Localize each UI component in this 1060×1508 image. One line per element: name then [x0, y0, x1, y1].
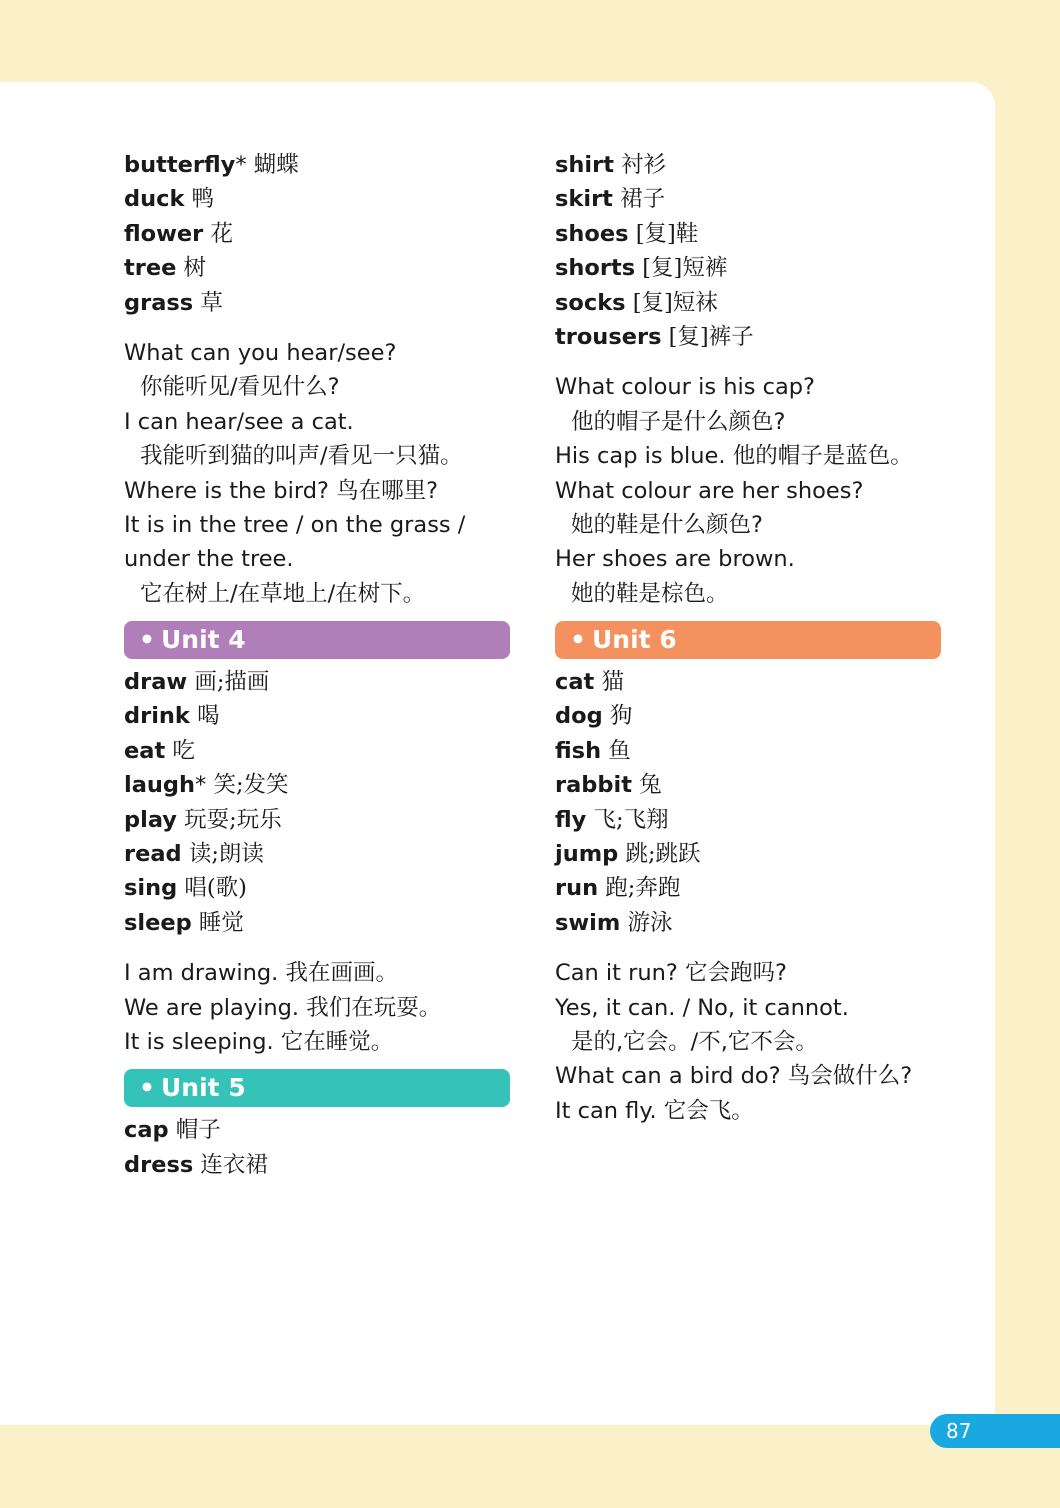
vocab-translation: 笑;发笑	[213, 772, 289, 799]
vocab-item	[555, 803, 941, 837]
vocab-word: rabbit	[555, 772, 632, 799]
sentence-line: I can hear/see a cat.	[124, 408, 354, 435]
vocab-item	[555, 837, 941, 871]
vocab-word: dress	[124, 1151, 194, 1178]
spacer	[124, 320, 510, 336]
sentence-line: 我能听到猫的叫声/看见一只猫。	[140, 443, 463, 470]
vocab-translation: 兔	[639, 772, 662, 799]
vocab-translation: 睡觉	[198, 909, 244, 936]
unit-6-header	[555, 621, 941, 659]
vocab-item	[555, 320, 941, 354]
vocab-translation: 读;朗读	[188, 841, 264, 868]
vocab-translation: 游泳	[627, 909, 673, 936]
vocab-word: sleep	[124, 909, 192, 936]
vocab-translation: 玩耍;玩乐	[184, 806, 282, 833]
sentence-line: It is sleeping. 它在睡觉。	[124, 1028, 394, 1055]
vocab-item	[124, 803, 510, 837]
vocab-word: butterfly	[124, 152, 236, 178]
vocab-translation: 跑;奔跑	[605, 875, 681, 902]
vocab-item	[124, 699, 510, 733]
vocab-item	[124, 871, 510, 905]
vocab-word: dog	[555, 703, 603, 730]
unit-5-title: Unit 5	[160, 1073, 246, 1103]
vocab-translation: 鱼	[608, 737, 631, 764]
vocab-item	[124, 1113, 510, 1147]
vocab-word: shorts	[555, 255, 636, 282]
sentence-line: It can fly. 它会飞。	[555, 1097, 754, 1124]
vocab-word: eat	[124, 737, 166, 764]
vocab-word: flower	[124, 220, 204, 247]
vocab-translation: 猫	[601, 669, 624, 696]
sentence-line: I am drawing. 我在画画。	[124, 960, 398, 987]
vocab-translation: 飞;飞翔	[593, 806, 669, 833]
vocab-translation: 草	[200, 289, 223, 316]
vocab-item	[555, 251, 941, 285]
sentence-line: 它在树上/在草地上/在树下。	[140, 580, 426, 607]
vocab-item	[124, 182, 510, 216]
vocab-item	[555, 699, 941, 733]
vocab-translation: 蝴蝶	[253, 152, 299, 178]
vocab-star: *	[235, 152, 247, 178]
vocab-translation: 画;描画	[194, 669, 270, 696]
vocab-translation: 花	[210, 220, 233, 247]
sentence-line: Where is the bird? 鸟在哪里?	[124, 477, 439, 504]
vocab-list	[555, 665, 941, 940]
sentence-line: 你能听见/看见什么?	[140, 374, 340, 401]
vocab-word: read	[124, 841, 182, 868]
page-number-tab	[930, 1414, 1060, 1448]
vocab-translation: 吃	[172, 737, 195, 764]
vocab-translation: [复]短袜	[632, 289, 718, 316]
right-column	[555, 148, 941, 1128]
sentence-line: What can a bird do? 鸟会做什么?	[555, 1063, 913, 1090]
vocab-item	[555, 148, 941, 182]
unit-6-title: Unit 6	[591, 625, 677, 655]
vocab-translation: 连衣裙	[200, 1151, 268, 1178]
vocab-item	[124, 286, 510, 320]
sentence-line: What colour are her shoes?	[555, 477, 864, 504]
sentence-list	[555, 370, 941, 611]
vocab-item	[555, 871, 941, 905]
sentence-list	[555, 956, 941, 1128]
vocab-word: skirt	[555, 186, 613, 213]
vocab-translation: [复]鞋	[635, 220, 699, 247]
sentence-line: Can it run? 它会跑吗?	[555, 960, 787, 987]
vocab-item	[124, 665, 510, 699]
vocab-translation: 唱(歌)	[184, 875, 247, 902]
vocab-item	[124, 768, 510, 802]
vocab-translation: 狗	[609, 703, 633, 730]
vocab-word: fly	[555, 806, 587, 833]
sentence-list	[124, 336, 510, 611]
vocab-item	[555, 665, 941, 699]
vocab-item	[555, 734, 941, 768]
spacer	[124, 940, 510, 956]
sentence-line: It is in the tree / on the grass /	[124, 511, 466, 538]
sentence-line: Her shoes are brown.	[555, 546, 795, 573]
vocab-item	[124, 734, 510, 768]
vocab-word: socks	[555, 289, 626, 316]
page-number: 87	[946, 1419, 972, 1443]
vocab-word: sing	[124, 875, 178, 902]
spacer	[555, 940, 941, 956]
vocab-word: drink	[124, 703, 190, 730]
vocab-word: tree	[124, 255, 177, 282]
vocab-item	[555, 906, 941, 940]
vocab-item	[124, 251, 510, 285]
vocab-item	[555, 768, 941, 802]
vocab-word: swim	[555, 909, 621, 936]
sentence-list	[124, 956, 510, 1059]
vocab-translation: 鸭	[191, 186, 215, 213]
vocab-translation: 帽子	[175, 1117, 221, 1144]
vocab-translation: 喝	[197, 703, 220, 730]
vocab-translation: 衬衫	[621, 152, 667, 178]
vocab-word: draw	[124, 669, 188, 696]
vocab-star: *	[195, 772, 207, 799]
vocab-translation: 跳;跳跃	[625, 841, 701, 868]
vocab-item	[555, 182, 941, 216]
vocab-item	[555, 286, 941, 320]
sentence-line: 他的帽子是什么颜色?	[571, 408, 786, 435]
sentence-line: 是的,它会。/不,它不会。	[571, 1028, 818, 1055]
vocab-word: play	[124, 806, 177, 833]
sentence-line: His cap is blue. 他的帽子是蓝色。	[555, 443, 913, 470]
vocab-item	[124, 1148, 510, 1182]
vocab-list	[124, 665, 510, 940]
vocab-item	[124, 217, 510, 251]
vocab-list	[555, 148, 941, 354]
sentence-line: under the tree.	[124, 546, 294, 573]
vocab-word: jump	[555, 841, 619, 868]
vocab-word: run	[555, 875, 599, 902]
bullet: •	[570, 625, 586, 655]
vocab-translation: [复]短裤	[642, 255, 728, 282]
vocab-translation: 树	[183, 255, 207, 282]
vocab-translation: [复]裤子	[668, 323, 754, 350]
sentence-line: 她的鞋是棕色。	[571, 580, 729, 607]
vocab-list	[124, 1113, 510, 1182]
sentence-line: What can you hear/see?	[124, 339, 397, 366]
bullet: •	[139, 625, 155, 655]
vocab-word: shoes	[555, 220, 629, 247]
sentence-line: 她的鞋是什么颜色?	[571, 511, 763, 538]
spacer	[555, 354, 941, 370]
unit-5-header	[124, 1069, 510, 1107]
vocab-word: cap	[124, 1117, 169, 1144]
vocab-word: duck	[124, 186, 185, 213]
unit-4-title: Unit 4	[160, 625, 246, 655]
vocab-item	[124, 148, 510, 182]
vocab-word: trousers	[555, 323, 662, 350]
unit-4-header	[124, 621, 510, 659]
vocab-item	[555, 217, 941, 251]
bullet: •	[139, 1073, 155, 1103]
left-column	[124, 148, 510, 1182]
sentence-line: We are playing. 我们在玩耍。	[124, 994, 442, 1021]
vocab-translation: 裙子	[620, 186, 666, 213]
sentence-line: Yes, it can. / No, it cannot.	[555, 994, 849, 1021]
vocab-word: grass	[124, 289, 194, 316]
vocab-item	[124, 906, 510, 940]
vocab-word: laugh	[124, 772, 196, 799]
vocab-word: shirt	[555, 152, 614, 178]
vocab-word: cat	[555, 669, 595, 696]
vocab-item	[124, 837, 510, 871]
vocab-word: fish	[555, 737, 602, 764]
vocab-list	[124, 148, 510, 320]
sentence-line: What colour is his cap?	[555, 374, 815, 401]
